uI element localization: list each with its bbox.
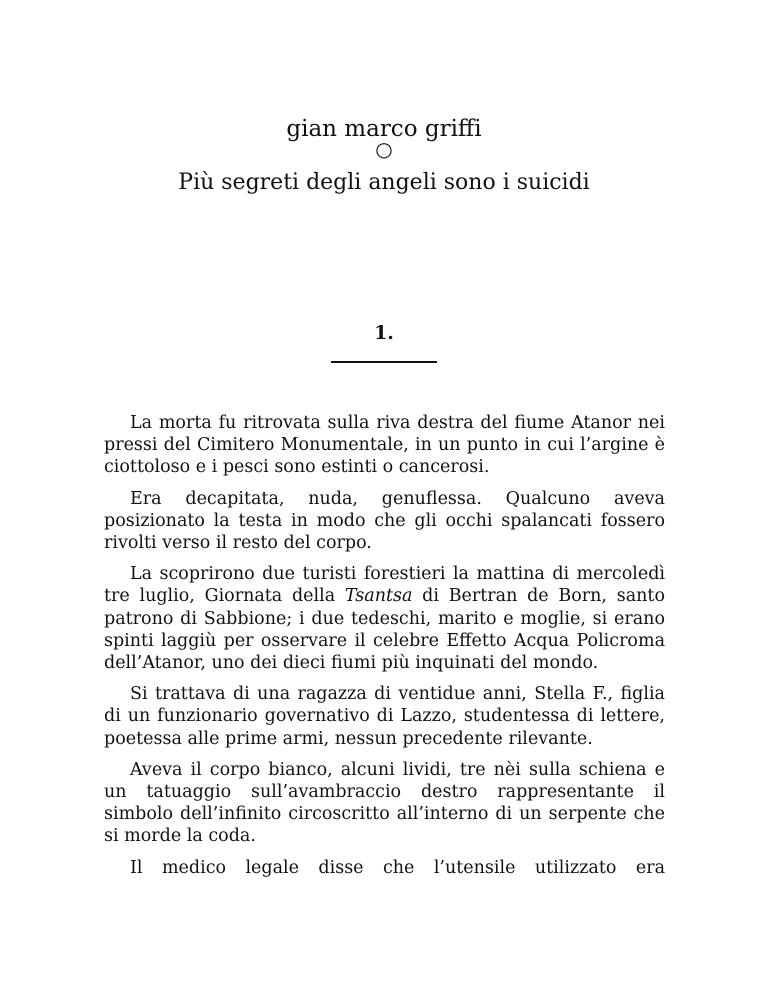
paragraph-4: Si trattava di una ragazza di ventidue anni, Stella F., figlia di un funzionario governativo di Lazzo, studentessa di lettere, poetessa alle prime armi, nessun precedente rilevante.: [104, 684, 665, 749]
author-name: gian marco griffi: [286, 116, 482, 142]
paragraph-6: Il medico legale disse che l’utensile utilizzato era: [130, 857, 665, 878]
chapter-number: 1.: [374, 322, 394, 344]
paragraph-2: Era decapitata, nuda, genuflessa. Qualcuno aveva posizionato la testa in modo che gli occhi spalancati fossero rivolti verso il resto del corpo.: [104, 488, 665, 554]
chapter-divider: [331, 361, 437, 363]
paragraph-5: Aveva il corpo bianco, alcuni lividi, tre nèi sulla schiena e un tatuaggio sull’avambraccio destro rappresentante il simbolo dell’infinito circoscritto all’interno di un serpente che si morde la coda.: [104, 759, 665, 847]
italic-term: Tsantsa: [344, 586, 413, 607]
paragraph-3-start: La scoprirono due turisti forestieri la mattina di mercoledì tre luglio, Giornata della: [104, 564, 665, 607]
chapter-body: [104, 412, 665, 888]
circle-ornament-icon: ○: [375, 137, 393, 161]
paragraph-3-end: di Bertran de Born, santo patrono di Sabbione; i due tedeschi, marito e moglie, si erano spinti laggiù per osservare il celebre Effetto Acqua Policroma dell’Atanor, uno dei dieci fiumi più inquinati del mondo.: [104, 586, 665, 674]
book-title: Più segreti degli angeli sono i suicidi: [178, 170, 590, 195]
paragraph-1: La morta fu ritrovata sulla riva destra del fiume Atanor nei pressi del Cimitero Monumentale, in un punto in cui l’argine è ciottoloso e i pesci sono estinti o cancerosi.: [104, 413, 665, 478]
paragraph-3: [104, 563, 665, 674]
